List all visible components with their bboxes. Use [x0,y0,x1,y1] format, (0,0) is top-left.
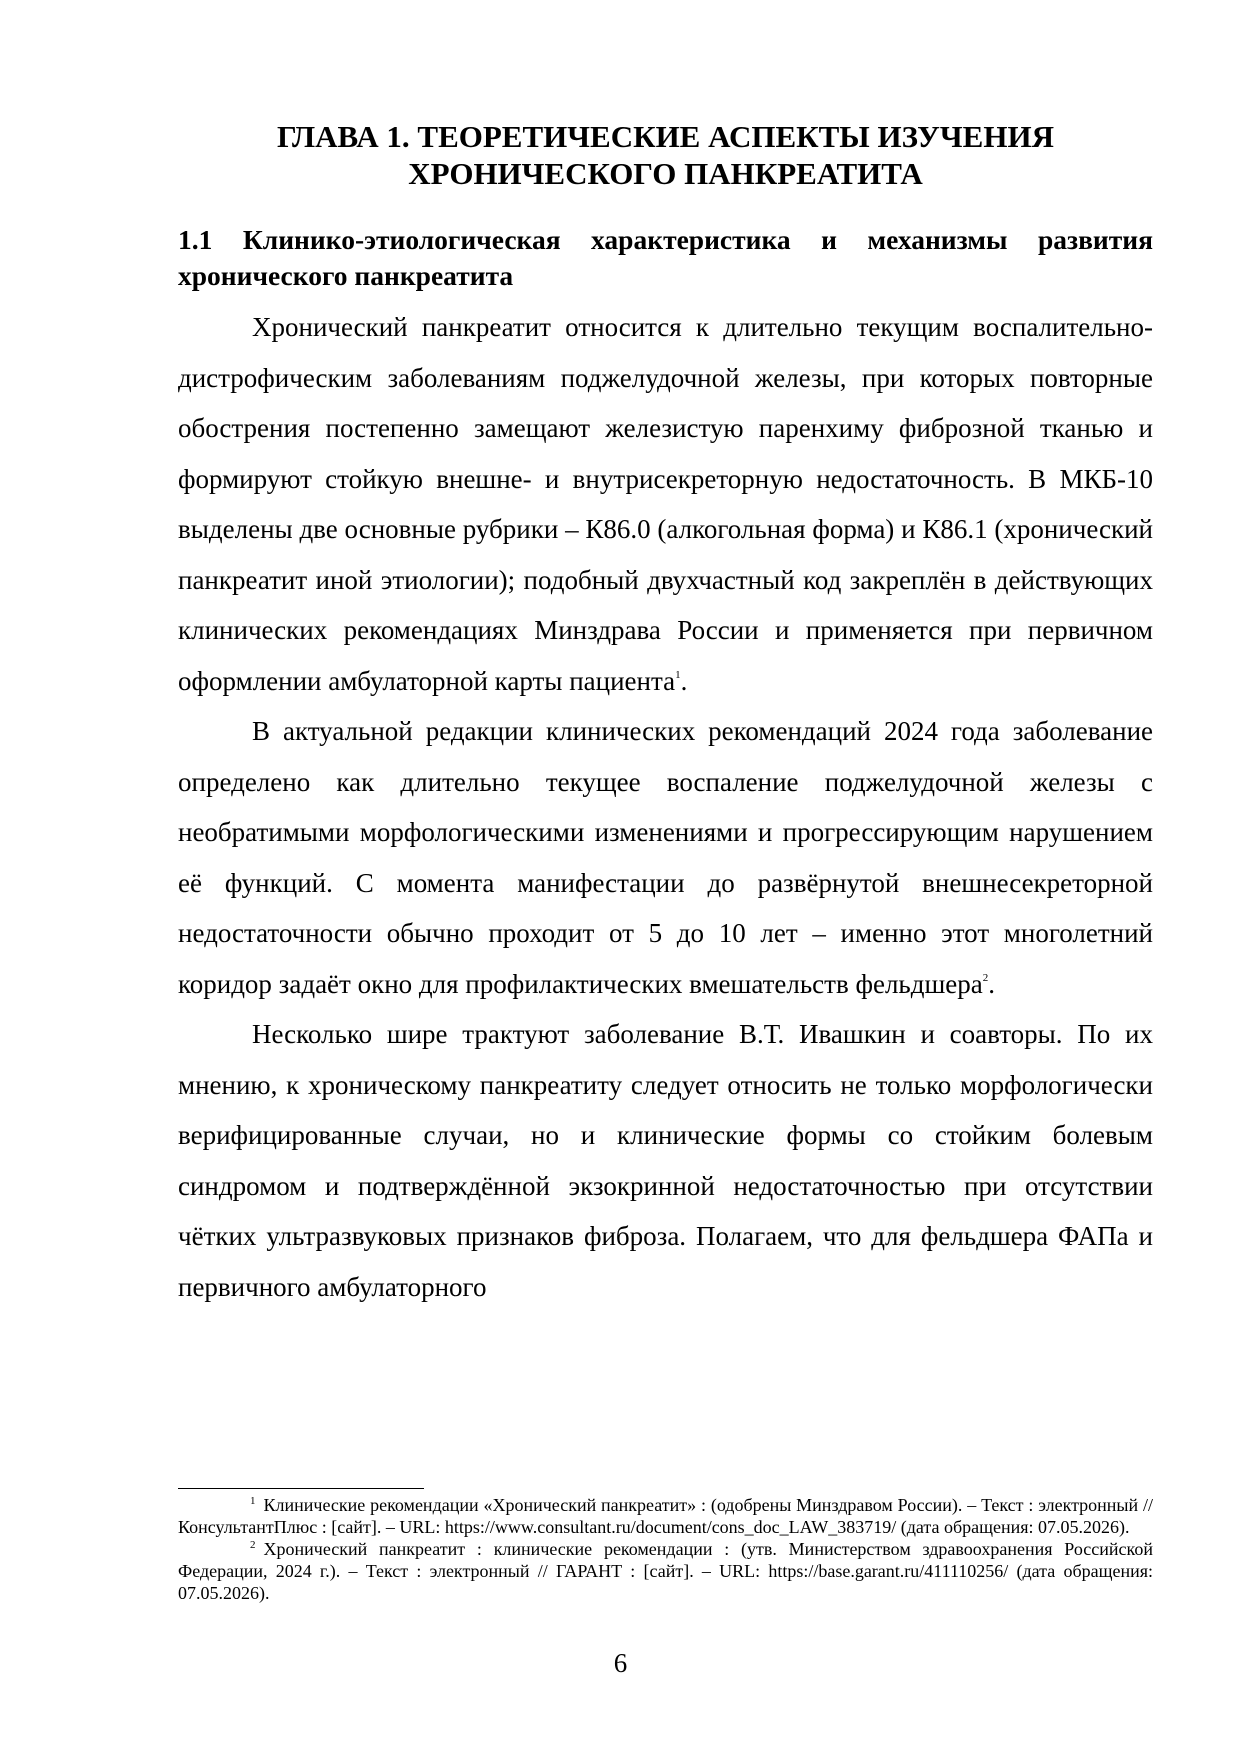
paragraph-text: Несколько шире трактуют заболевание В.Т. Ивашкин и соавторы. По их мнению, к хроническому панкреатиту следует относить не только морфологически верифицированные случаи, но и клинические формы со стойким болевым синдромом и подтверждённой экзокринной недостаточностью при отсутствии чётких ультразвуковых признаков фиброза. Полагаем, что для фельдшера ФАПа и первичного амбулаторного [178,1019,1153,1302]
paragraph-tail: . [680,665,688,696]
footnotes [178,1494,1153,1604]
paragraph [178,1009,1153,1312]
footnote-number: 2 [250,1539,256,1551]
paragraph [178,706,1153,1009]
paragraph-text: В актуальной редакции клинических рекомендаций 2024 года заболевание определено как длительно текущее воспаление поджелудочной железы с необратимыми морфологическими изменениями и прогрессирующим нарушением её функций. С момента манифестации до развёрнутой внешнесекреторной недостаточности обычно проходит от 5 до 10 лет – именно этот многолетний коридор задаёт окно для профилактических вмешательств фельдшера [178,716,1153,999]
paragraph [178,302,1153,706]
footnote-reference: 2 [982,971,989,984]
paragraph-text: Хронический панкреатит относится к длительно текущим воспалительно-дистрофическим заболеваниям поджелудочной железы, при которых повторные обострения постепенно замещают железистую паренхиму фиброзной тканью и формируют стойкую внешне- и внутрисекреторную недостаточность. В МКБ-10 выделены две основные рубрики – К86.0 (алкогольная форма) и К86.1 (хронический панкреатит иной этиологии); подобный двухчастный код закреплён в действующих клинических рекомендациях Минздрава России и применяется при первичном оформлении амбулаторной карты пациента [178,312,1153,696]
footnote [178,1494,1153,1538]
footnote-text: Клинические рекомендации «Хронический панкреатит» : (одобрены Минздравом России). – Текст : электронный // КонсультантПлюс : [сайт]. – URL: https://www.consultant.ru/document/cons_doc_LAW_383719/ (дата обращения: 07.05.2026). [178,1495,1153,1537]
footnote-reference: 1 [675,668,681,681]
page-number: 6 [613,1648,628,1678]
section-title: 1.1 Клинико-этиологическая характеристика и механизмы развития хронического панкреатита [178,224,1153,291]
chapter-title: ГЛАВА 1. ТЕОРЕТИЧЕСКИЕ АСПЕКТЫ ИЗУЧЕНИЯ ХРОНИЧЕСКОГО ПАНКРЕАТИТА [277,119,1054,191]
footnote-separator [178,1488,424,1489]
footnote-number: 1 [250,1495,256,1507]
footnote [178,1538,1153,1604]
paragraph-tail: . [988,968,995,999]
footnote-text: Хронический панкреатит : клинические рекомендации : (утв. Министерством здравоохранения Российской Федерации, 2024 г.). – Текст : электронный // ГАРАНТ : [сайт]. – URL: https://base.garant.ru/411110256/ (дата обращения: 07.05.2026). [178,1539,1153,1603]
body-text [178,302,1153,1312]
